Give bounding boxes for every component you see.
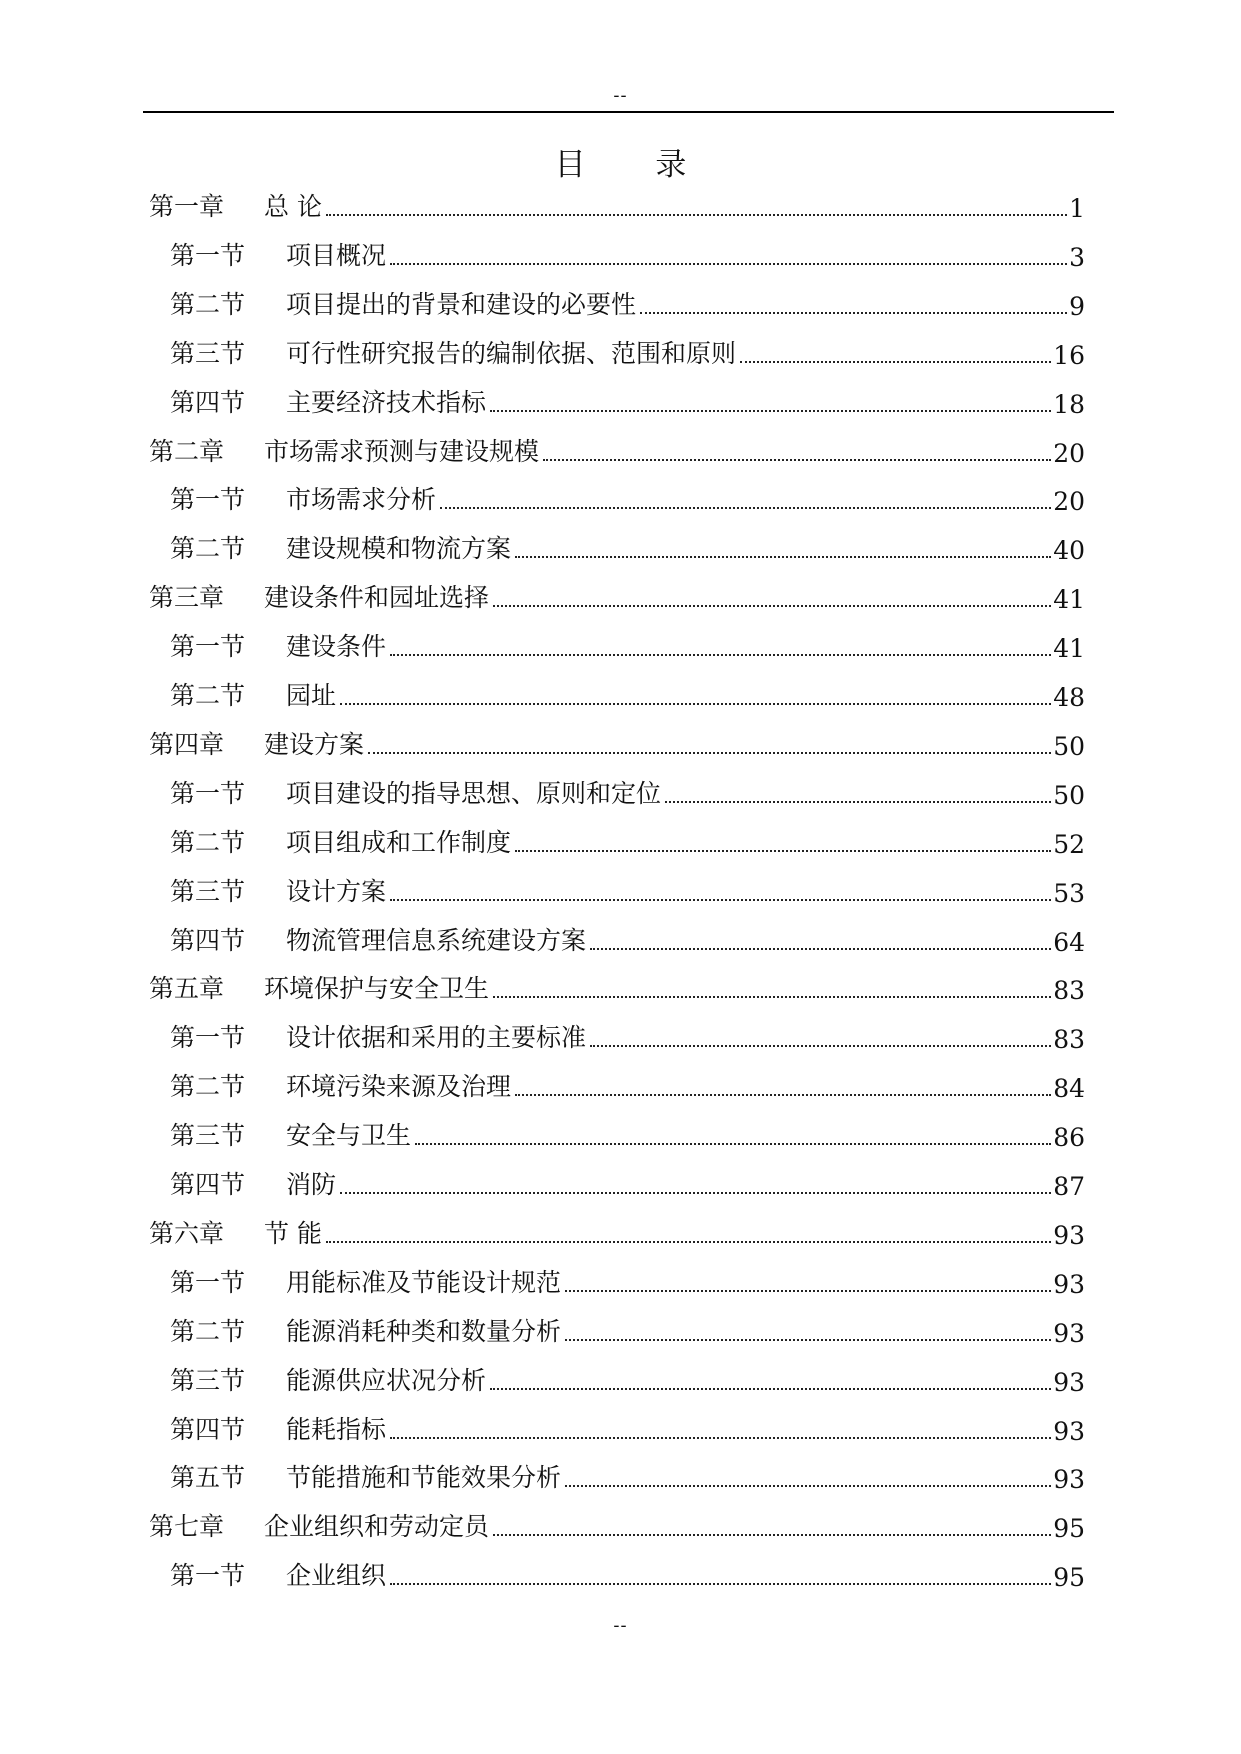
toc-section-entry[interactable] bbox=[170, 236, 1085, 272]
toc-entry-label: 第三节 bbox=[170, 339, 246, 368]
toc-section-entry[interactable] bbox=[170, 1263, 1085, 1299]
toc-page-number: 48 bbox=[1053, 683, 1085, 712]
toc-entry-label: 第二章 bbox=[149, 437, 225, 466]
toc-entry-text: 建设条件 bbox=[286, 632, 387, 661]
toc-page-number: 53 bbox=[1053, 879, 1085, 908]
toc-page-number: 20 bbox=[1053, 439, 1085, 468]
toc-entry-text: 企业组织和劳动定员 bbox=[264, 1512, 490, 1541]
toc-page-number: 83 bbox=[1053, 976, 1085, 1005]
toc-section-entry[interactable] bbox=[170, 383, 1085, 419]
toc-page-number: 50 bbox=[1053, 781, 1085, 810]
toc-section-entry[interactable] bbox=[170, 1361, 1085, 1397]
toc-entry-text: 消防 bbox=[286, 1170, 337, 1199]
toc-dot-leader bbox=[565, 1290, 1051, 1292]
toc-entry-label: 第四章 bbox=[149, 730, 225, 759]
toc-entry-text: 能源消耗种类和数量分析 bbox=[286, 1317, 562, 1346]
toc-page-number: 18 bbox=[1053, 390, 1085, 419]
toc-section-entry[interactable] bbox=[170, 1116, 1085, 1152]
toc-dot-leader bbox=[326, 1241, 1051, 1243]
toc-section-entry[interactable] bbox=[170, 480, 1085, 516]
toc-chapter-entry[interactable] bbox=[149, 578, 1085, 614]
toc-page-number: 93 bbox=[1053, 1465, 1085, 1494]
toc-page-number: 93 bbox=[1053, 1221, 1085, 1250]
toc-page-number: 50 bbox=[1053, 732, 1085, 761]
toc-dot-leader bbox=[590, 1045, 1051, 1047]
toc-section-entry[interactable] bbox=[170, 285, 1085, 321]
toc-entry-text: 设计依据和采用的主要标准 bbox=[286, 1023, 587, 1052]
toc-page-number: 41 bbox=[1053, 634, 1085, 663]
toc-entry-label: 第一节 bbox=[170, 485, 246, 514]
toc-entry-label: 第一节 bbox=[170, 241, 246, 270]
toc-chapter-entry[interactable] bbox=[149, 1214, 1085, 1250]
toc-dot-leader bbox=[490, 1388, 1051, 1390]
toc-page-number: 1 bbox=[1069, 194, 1085, 223]
toc-dot-leader bbox=[326, 214, 1067, 216]
toc-page-number: 87 bbox=[1053, 1172, 1085, 1201]
toc-entry-text: 市场需求预测与建设规模 bbox=[264, 437, 540, 466]
toc-page-number: 9 bbox=[1069, 292, 1085, 321]
toc-section-entry[interactable] bbox=[170, 1410, 1085, 1446]
toc-page-number: 93 bbox=[1053, 1368, 1085, 1397]
toc-dot-leader bbox=[390, 654, 1051, 656]
toc-dot-leader bbox=[415, 1143, 1051, 1145]
toc-section-entry[interactable] bbox=[170, 1312, 1085, 1348]
toc-dot-leader bbox=[490, 410, 1051, 412]
toc-entry-text: 总 论 bbox=[264, 192, 322, 221]
toc-section-entry[interactable] bbox=[170, 676, 1085, 712]
toc-chapter-entry[interactable] bbox=[149, 725, 1085, 761]
toc-dot-leader bbox=[565, 1339, 1051, 1341]
toc-entry-text: 建设方案 bbox=[264, 730, 365, 759]
toc-page-number: 3 bbox=[1069, 243, 1085, 272]
toc-entry-text: 市场需求分析 bbox=[286, 485, 437, 514]
toc-page-number: 16 bbox=[1053, 341, 1085, 370]
toc-entry-label: 第五节 bbox=[170, 1463, 246, 1492]
toc-entry-text: 能耗指标 bbox=[286, 1415, 387, 1444]
toc-dot-leader bbox=[640, 312, 1067, 314]
toc-section-entry[interactable] bbox=[170, 1165, 1085, 1201]
toc-dot-leader bbox=[368, 752, 1051, 754]
toc-entry-label: 第一节 bbox=[170, 1561, 246, 1590]
header-marker: -- bbox=[613, 85, 628, 106]
toc-entry-label: 第三章 bbox=[149, 583, 225, 612]
toc-entry-label: 第二节 bbox=[170, 534, 246, 563]
toc-entry-label: 第二节 bbox=[170, 290, 246, 319]
toc-dot-leader bbox=[665, 801, 1051, 803]
toc-entry-label: 第三节 bbox=[170, 877, 246, 906]
toc-entry-label: 第四节 bbox=[170, 926, 246, 955]
toc-entry-label: 第六章 bbox=[149, 1219, 225, 1248]
toc-dot-leader bbox=[515, 1094, 1051, 1096]
toc-dot-leader bbox=[440, 507, 1051, 509]
toc-chapter-entry[interactable] bbox=[149, 1507, 1085, 1543]
toc-section-entry[interactable] bbox=[170, 627, 1085, 663]
toc-entry-text: 主要经济技术指标 bbox=[286, 388, 487, 417]
toc-entry-text: 环境污染来源及治理 bbox=[286, 1072, 512, 1101]
toc-page-number: 20 bbox=[1053, 487, 1085, 516]
toc-section-entry[interactable] bbox=[170, 823, 1085, 859]
toc-section-entry[interactable] bbox=[170, 1018, 1085, 1054]
toc-page-number: 93 bbox=[1053, 1270, 1085, 1299]
toc-entry-label: 第二节 bbox=[170, 1072, 246, 1101]
toc-entry-text: 用能标准及节能设计规范 bbox=[286, 1268, 562, 1297]
toc-page-number: 86 bbox=[1053, 1123, 1085, 1152]
toc-dot-leader bbox=[340, 1192, 1051, 1194]
toc-entry-label: 第一章 bbox=[149, 192, 225, 221]
toc-page-number: 95 bbox=[1053, 1563, 1085, 1592]
toc-dot-leader bbox=[390, 263, 1067, 265]
toc-entry-label: 第二节 bbox=[170, 1317, 246, 1346]
toc-section-entry[interactable] bbox=[170, 872, 1085, 908]
toc-page-number: 83 bbox=[1053, 1025, 1085, 1054]
toc-entry-label: 第一节 bbox=[170, 779, 246, 808]
toc-page-number: 93 bbox=[1053, 1319, 1085, 1348]
toc-entry-text: 项目建设的指导思想、原则和定位 bbox=[286, 779, 662, 808]
toc-entry-text: 物流管理信息系统建设方案 bbox=[286, 926, 587, 955]
toc-entry-text: 项目组成和工作制度 bbox=[286, 828, 512, 857]
toc-entry-text: 建设条件和园址选择 bbox=[264, 583, 490, 612]
toc-dot-leader bbox=[740, 361, 1051, 363]
toc-entry-text: 项目概况 bbox=[286, 241, 387, 270]
toc-page-number: 52 bbox=[1053, 830, 1085, 859]
toc-page-number: 93 bbox=[1053, 1417, 1085, 1446]
toc-dot-leader bbox=[390, 899, 1051, 901]
toc-dot-leader bbox=[590, 948, 1051, 950]
toc-dot-leader bbox=[340, 703, 1051, 705]
toc-dot-leader bbox=[515, 556, 1051, 558]
toc-entry-text: 环境保护与安全卫生 bbox=[264, 974, 490, 1003]
toc-entry-text: 项目提出的背景和建设的必要性 bbox=[286, 290, 637, 319]
toc-dot-leader bbox=[493, 605, 1051, 607]
toc-entry-text: 设计方案 bbox=[286, 877, 387, 906]
toc-page-number: 41 bbox=[1053, 585, 1085, 614]
toc-title: 目 录 bbox=[554, 147, 717, 183]
toc-page-number: 84 bbox=[1053, 1074, 1085, 1103]
toc-section-entry[interactable] bbox=[170, 334, 1085, 370]
toc-page-number: 40 bbox=[1053, 536, 1085, 565]
toc-dot-leader bbox=[515, 850, 1051, 852]
toc-dot-leader bbox=[565, 1485, 1051, 1487]
toc-entry-text: 企业组织 bbox=[286, 1561, 387, 1590]
toc-entry-label: 第五章 bbox=[149, 974, 225, 1003]
toc-page-number: 64 bbox=[1053, 928, 1085, 957]
toc-section-entry[interactable] bbox=[170, 529, 1085, 565]
toc-entry-text: 节能措施和节能效果分析 bbox=[286, 1463, 562, 1492]
footer-marker: -- bbox=[613, 1615, 628, 1636]
toc-entry-label: 第三节 bbox=[170, 1121, 246, 1150]
toc-entry-label: 第四节 bbox=[170, 388, 246, 417]
toc-dot-leader bbox=[493, 1534, 1051, 1536]
header-rule bbox=[143, 111, 1114, 113]
toc-entry-text: 园址 bbox=[286, 681, 337, 710]
toc-entry-text: 可行性研究报告的编制依据、范围和原则 bbox=[286, 339, 737, 368]
toc-entry-text: 能源供应状况分析 bbox=[286, 1366, 487, 1395]
toc-entry-label: 第一节 bbox=[170, 1023, 246, 1052]
toc-entry-label: 第三节 bbox=[170, 1366, 246, 1395]
toc-entry-label: 第二节 bbox=[170, 681, 246, 710]
toc-page-number: 95 bbox=[1053, 1514, 1085, 1543]
toc-dot-leader bbox=[543, 459, 1051, 461]
toc-entry-label: 第七章 bbox=[149, 1512, 225, 1541]
toc-entry-label: 第一节 bbox=[170, 632, 246, 661]
toc-entry-label: 第四节 bbox=[170, 1415, 246, 1444]
toc-entry-text: 建设规模和物流方案 bbox=[286, 534, 512, 563]
toc-dot-leader bbox=[390, 1437, 1051, 1439]
toc-section-entry[interactable] bbox=[170, 774, 1085, 810]
toc-entry-text: 节 能 bbox=[264, 1219, 322, 1248]
toc-dot-leader bbox=[390, 1583, 1051, 1585]
toc-entry-text: 安全与卫生 bbox=[286, 1121, 412, 1150]
toc-entry-label: 第一节 bbox=[170, 1268, 246, 1297]
toc-section-entry[interactable] bbox=[170, 921, 1085, 957]
toc-chapter-entry[interactable] bbox=[149, 187, 1085, 223]
toc-section-entry[interactable] bbox=[170, 1556, 1085, 1592]
toc-chapter-entry[interactable] bbox=[149, 432, 1085, 468]
toc-chapter-entry[interactable] bbox=[149, 969, 1085, 1005]
toc-entry-label: 第四节 bbox=[170, 1170, 246, 1199]
toc-dot-leader bbox=[493, 996, 1051, 998]
toc-section-entry[interactable] bbox=[170, 1458, 1085, 1494]
toc-entry-label: 第二节 bbox=[170, 828, 246, 857]
toc-section-entry[interactable] bbox=[170, 1067, 1085, 1103]
